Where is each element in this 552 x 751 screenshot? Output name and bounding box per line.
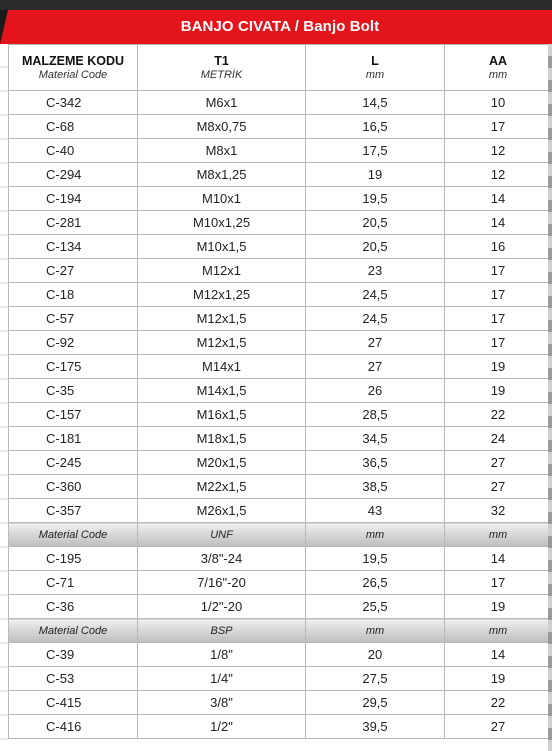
table-cell: C-39	[9, 643, 138, 667]
table-row	[9, 475, 552, 499]
left-edge	[0, 44, 8, 751]
table-row	[9, 283, 552, 307]
header-aa-unit: mm	[488, 69, 508, 81]
table-row	[9, 595, 552, 619]
table-cell: C-36	[9, 595, 138, 619]
table-row	[9, 427, 552, 451]
table-cell: 20,5	[306, 235, 445, 259]
table-cell: 12	[445, 139, 552, 163]
table-row	[9, 379, 552, 403]
table-cell: 17	[445, 307, 552, 331]
table-row	[9, 139, 552, 163]
header-l-label: L	[371, 54, 379, 68]
table-cell: 20	[306, 643, 445, 667]
table-cell: C-134	[9, 235, 138, 259]
table-cell: 38,5	[306, 475, 445, 499]
table-cell: M22x1,5	[138, 475, 306, 499]
table-cell: M10x1	[138, 187, 306, 211]
table-row	[9, 235, 552, 259]
table-cell: 32	[445, 499, 552, 523]
table-cell: C-157	[9, 403, 138, 427]
table-cell: 43	[306, 499, 445, 523]
top-dark-bar	[0, 0, 552, 10]
table-cell: M20x1,5	[138, 451, 306, 475]
banjo-bolt-table	[8, 44, 552, 739]
table-cell: 23	[306, 259, 445, 283]
table-cell: 25,5	[306, 595, 445, 619]
table-cell: M14x1	[138, 355, 306, 379]
table-cell: 36,5	[306, 451, 445, 475]
table-row	[9, 403, 552, 427]
table-cell: M10x1,5	[138, 235, 306, 259]
table-row	[9, 187, 552, 211]
table-row	[9, 163, 552, 187]
table-cell: 34,5	[306, 427, 445, 451]
table-cell: 19	[445, 355, 552, 379]
table-cell: 24,5	[306, 283, 445, 307]
table-cell: 12	[445, 163, 552, 187]
table-cell: 19	[445, 667, 552, 691]
table-cell: 17,5	[306, 139, 445, 163]
table-cell: 10	[445, 91, 552, 115]
table-row	[9, 715, 552, 739]
table-cell: M16x1,5	[138, 403, 306, 427]
table-cell: mm	[306, 619, 445, 643]
table-cell: 39,5	[306, 715, 445, 739]
table-cell: C-415	[9, 691, 138, 715]
table-cell: M8x1	[138, 139, 306, 163]
table-row	[9, 307, 552, 331]
table-cell: 7/16"-20	[138, 571, 306, 595]
table-cell: M26x1,5	[138, 499, 306, 523]
table-cell: C-194	[9, 187, 138, 211]
table-cell: C-92	[9, 331, 138, 355]
right-edge	[548, 44, 552, 751]
title-band	[8, 10, 552, 44]
table-cell: M12x1,5	[138, 307, 306, 331]
table-cell: 22	[445, 403, 552, 427]
unf-subheader	[9, 523, 552, 547]
table-cell: 14	[445, 547, 552, 571]
table-row	[9, 355, 552, 379]
banjo-bolt-table-wrap	[8, 44, 552, 739]
header-material-code	[9, 45, 138, 91]
table-row	[9, 667, 552, 691]
table-cell: 24	[445, 427, 552, 451]
table-cell: 27	[306, 355, 445, 379]
table-cell: C-53	[9, 667, 138, 691]
table-cell: 28,5	[306, 403, 445, 427]
table-cell: 19,5	[306, 547, 445, 571]
table-cell: 27,5	[306, 667, 445, 691]
table-cell: Material Code	[9, 523, 138, 547]
table-cell: 17	[445, 571, 552, 595]
table-cell: 19	[445, 595, 552, 619]
table-cell: 27	[445, 451, 552, 475]
table-row	[9, 91, 552, 115]
table-cell: 16,5	[306, 115, 445, 139]
bsp-subheader	[9, 619, 552, 643]
table-cell: C-18	[9, 283, 138, 307]
table-cell: mm	[445, 619, 552, 643]
header-t1-unit: METRİK	[200, 69, 243, 81]
table-cell: 26	[306, 379, 445, 403]
table-cell: M8x1,25	[138, 163, 306, 187]
table-cell: UNF	[138, 523, 306, 547]
table-cell: 19,5	[306, 187, 445, 211]
table-row	[9, 115, 552, 139]
table-cell: 29,5	[306, 691, 445, 715]
title-bar	[0, 10, 552, 44]
table-cell: C-342	[9, 91, 138, 115]
table-cell: 27	[306, 331, 445, 355]
header-aa	[445, 45, 552, 91]
table-cell: 14	[445, 187, 552, 211]
table-cell: C-294	[9, 163, 138, 187]
table-row	[9, 499, 552, 523]
table-cell: M10x1,25	[138, 211, 306, 235]
table-cell: 16	[445, 235, 552, 259]
table-row	[9, 643, 552, 667]
table-cell: C-416	[9, 715, 138, 739]
table-cell: 20,5	[306, 211, 445, 235]
table-cell: 19	[445, 379, 552, 403]
table-cell: M8x0,75	[138, 115, 306, 139]
header-t1-label: T1	[214, 54, 229, 68]
table-row	[9, 691, 552, 715]
table-cell: 27	[445, 715, 552, 739]
table-cell: 17	[445, 259, 552, 283]
table-cell: M14x1,5	[138, 379, 306, 403]
table-cell: 1/8"	[138, 643, 306, 667]
table-cell: M12x1	[138, 259, 306, 283]
table-row	[9, 451, 552, 475]
table-cell: 24,5	[306, 307, 445, 331]
table-cell: 3/8"-24	[138, 547, 306, 571]
table-cell: 3/8"	[138, 691, 306, 715]
table-cell: 26,5	[306, 571, 445, 595]
table-cell: 14	[445, 643, 552, 667]
table-cell: C-40	[9, 139, 138, 163]
table-row	[9, 331, 552, 355]
table-cell: C-35	[9, 379, 138, 403]
table-cell: 27	[445, 475, 552, 499]
table-cell: 1/2"-20	[138, 595, 306, 619]
table-header	[9, 45, 552, 91]
table-cell: 14	[445, 211, 552, 235]
table-cell: C-175	[9, 355, 138, 379]
table-cell: 1/4"	[138, 667, 306, 691]
table-cell: 14,5	[306, 91, 445, 115]
table-cell: C-245	[9, 451, 138, 475]
table-cell: C-71	[9, 571, 138, 595]
header-t1	[138, 45, 306, 91]
page-title: BANJO CIVATA / Banjo Bolt	[180, 18, 380, 35]
table-cell: C-68	[9, 115, 138, 139]
table-row	[9, 547, 552, 571]
header-material-code-en: Material Code	[38, 69, 108, 81]
table-cell: C-195	[9, 547, 138, 571]
table-cell: 19	[306, 163, 445, 187]
table-cell: 1/2"	[138, 715, 306, 739]
table-cell: C-281	[9, 211, 138, 235]
header-material-code-tr: MALZEME KODU	[21, 54, 125, 68]
table-cell: 22	[445, 691, 552, 715]
table-row	[9, 211, 552, 235]
table-cell: C-357	[9, 499, 138, 523]
table-cell: M12x1,25	[138, 283, 306, 307]
table-cell: mm	[306, 523, 445, 547]
table-cell: mm	[445, 523, 552, 547]
table-cell: BSP	[138, 619, 306, 643]
table-cell: M12x1,5	[138, 331, 306, 355]
header-aa-label: AA	[488, 54, 508, 68]
header-l	[306, 45, 445, 91]
table-cell: C-27	[9, 259, 138, 283]
table-cell: Material Code	[9, 619, 138, 643]
table-cell: M6x1	[138, 91, 306, 115]
table-cell: 17	[445, 115, 552, 139]
table-row	[9, 259, 552, 283]
table-cell: C-181	[9, 427, 138, 451]
table-row	[9, 571, 552, 595]
table-cell: C-360	[9, 475, 138, 499]
header-l-unit: mm	[365, 69, 385, 81]
table-cell: 17	[445, 331, 552, 355]
table-cell: M18x1,5	[138, 427, 306, 451]
table-cell: 17	[445, 283, 552, 307]
table-cell: C-57	[9, 307, 138, 331]
